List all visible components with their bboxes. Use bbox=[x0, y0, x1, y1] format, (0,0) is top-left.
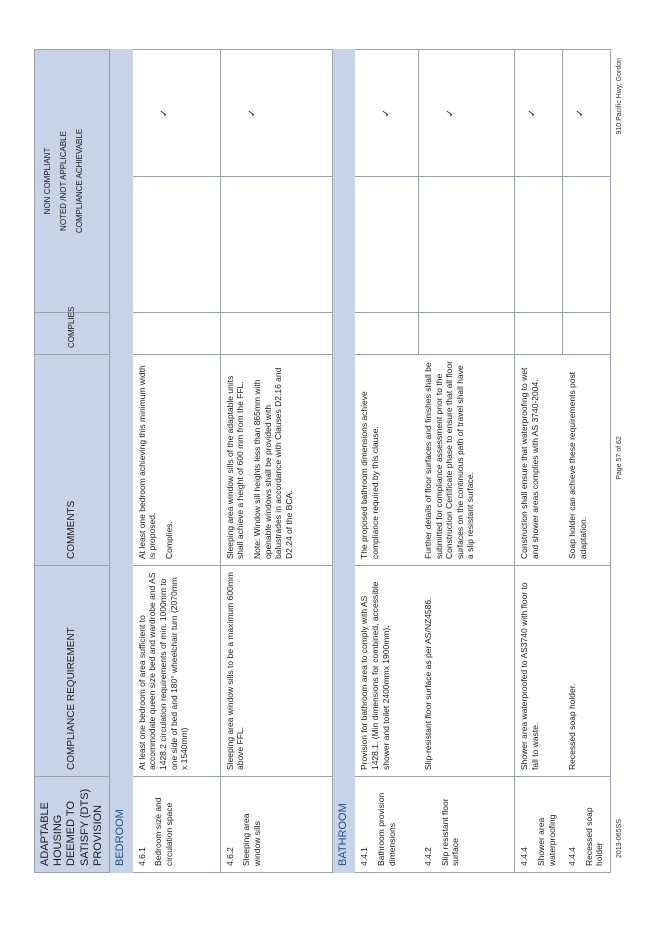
status-cell bbox=[132, 177, 220, 313]
header-status bbox=[35, 49, 110, 312]
table-row bbox=[220, 49, 332, 872]
clause-title: Bathroom provision dimensions bbox=[376, 792, 397, 866]
table-row bbox=[132, 49, 220, 872]
header-non-compliant: NON COMPLIANT bbox=[43, 147, 52, 215]
clause-number: 4.6.2 bbox=[224, 847, 235, 866]
page-footer bbox=[616, 58, 630, 858]
requirement-cell: Recessed soap holder. bbox=[563, 566, 611, 777]
comment-text: Complies. bbox=[163, 521, 174, 559]
section-row-bedroom bbox=[109, 49, 132, 872]
comment-text: Note: Window sill heights less than 865mm with openable windows shall be provided with balustrades in accordance with Clauses D2.16 and D2.24 of the BCA. bbox=[251, 367, 294, 559]
comment-cell: The proposed bathroom dimensions achieve compliance required by this clause. bbox=[355, 355, 419, 566]
table-row bbox=[515, 49, 563, 872]
comment-text: At least one bedroom achieving this minimum width is proposed. bbox=[136, 365, 158, 559]
check-icon: ✓ bbox=[381, 108, 393, 118]
table-row bbox=[355, 49, 419, 872]
clause-title: Slip resistant floor surface bbox=[439, 798, 461, 866]
clause-number: 4.6.1 bbox=[136, 847, 147, 866]
header-provision: ADAPTABLE HOUSING DEEMED TO SATISFY (DTS) PROVISION bbox=[35, 777, 110, 873]
requirement-cell: At least one bedroom of area sufficient to accommodate queen size bed and wardrobe and AS 1428.2 circulation requirements of min. 1000mm to one side of bed and 180° wheelchair turn (2070mm x 1540mm) bbox=[132, 566, 220, 777]
requirement-cell: Slip-resistant floor surface as per AS/NZ4586. bbox=[419, 566, 515, 777]
complies-cell bbox=[220, 313, 332, 355]
clause-title: Recessed soap holder bbox=[583, 807, 605, 866]
status-cell bbox=[419, 177, 515, 313]
requirement-cell: Shower area waterproofed to AS3740 with floor to fall to waste. bbox=[515, 566, 563, 777]
complies-cell bbox=[419, 313, 515, 355]
footer-doc-id: 2013-065SS bbox=[616, 819, 623, 858]
comment-cell: Soap holder can achieve these requirements post adaptation. bbox=[563, 355, 611, 566]
header-requirement: COMPLIANCE REQUIREMENT bbox=[35, 566, 110, 777]
comment-cell: Construction shall ensure that waterproofing to wet and shower areas complies with AS 3740-2004. bbox=[515, 355, 563, 566]
clause-number: 4.4.2 bbox=[422, 847, 433, 866]
status-cell bbox=[355, 177, 419, 313]
clause-title: Bedroom size and circulation space bbox=[153, 797, 174, 866]
header-achievable: COMPLIANCE ACHIEVABLE bbox=[75, 128, 84, 234]
requirement-cell: Sleeping area window sills to be a maximum 600mm above FFL. bbox=[220, 566, 332, 777]
header-row bbox=[35, 49, 110, 872]
compliance-table bbox=[34, 49, 611, 873]
header-noted: NOTED /NOT APPLICABLE bbox=[59, 131, 68, 231]
complies-cell bbox=[132, 313, 220, 355]
section-row-bathroom bbox=[332, 49, 355, 872]
clause-number: 4.4.1 bbox=[359, 847, 370, 866]
table-row bbox=[419, 49, 515, 872]
clause-number: 4.4.4 bbox=[566, 847, 577, 866]
complies-cell bbox=[515, 313, 563, 355]
comment-cell: Further details of floor surfaces and finishes shall be submitted for compliance assessment prior to the Construction Certificate phase to ensure that all floor surfaces on the continuous path of travel shall have a slip resistant surface. bbox=[419, 355, 515, 566]
requirement-cell: Provision for bathroom area to comply with AS 1428.1. (Min dimensions for combined, accessible shower and toilet 2400mmx 1900mm). bbox=[355, 566, 419, 777]
status-cell bbox=[220, 177, 332, 313]
footer-address: 910 Pacific Hwy, Gordon bbox=[616, 58, 623, 135]
header-comments: COMMENTS bbox=[35, 355, 110, 566]
section-label: BATHROOM bbox=[332, 49, 355, 872]
check-icon: ✓ bbox=[158, 108, 170, 118]
table-row bbox=[563, 49, 611, 872]
check-icon: ✓ bbox=[527, 108, 539, 118]
footer-page-number: Page 57 of 62 bbox=[616, 436, 623, 480]
complies-cell bbox=[563, 313, 611, 355]
clause-title: Shower area waterproofing bbox=[536, 814, 557, 866]
check-icon: ✓ bbox=[246, 108, 258, 118]
comment-text: Sleeping area window sills of the adaptable units shall achieve a height of 600 mm from the FFL. bbox=[224, 375, 246, 559]
status-cell bbox=[515, 177, 563, 313]
clause-title: Sleeping area window sills bbox=[241, 813, 262, 866]
complies-cell bbox=[355, 313, 419, 355]
header-complies: COMPLIES bbox=[35, 313, 110, 355]
clause-number: 4.4.4 bbox=[519, 847, 530, 866]
check-icon: ✓ bbox=[445, 108, 457, 118]
section-label: BEDROOM bbox=[109, 49, 132, 872]
status-cell bbox=[563, 177, 611, 313]
check-icon: ✓ bbox=[575, 108, 587, 118]
